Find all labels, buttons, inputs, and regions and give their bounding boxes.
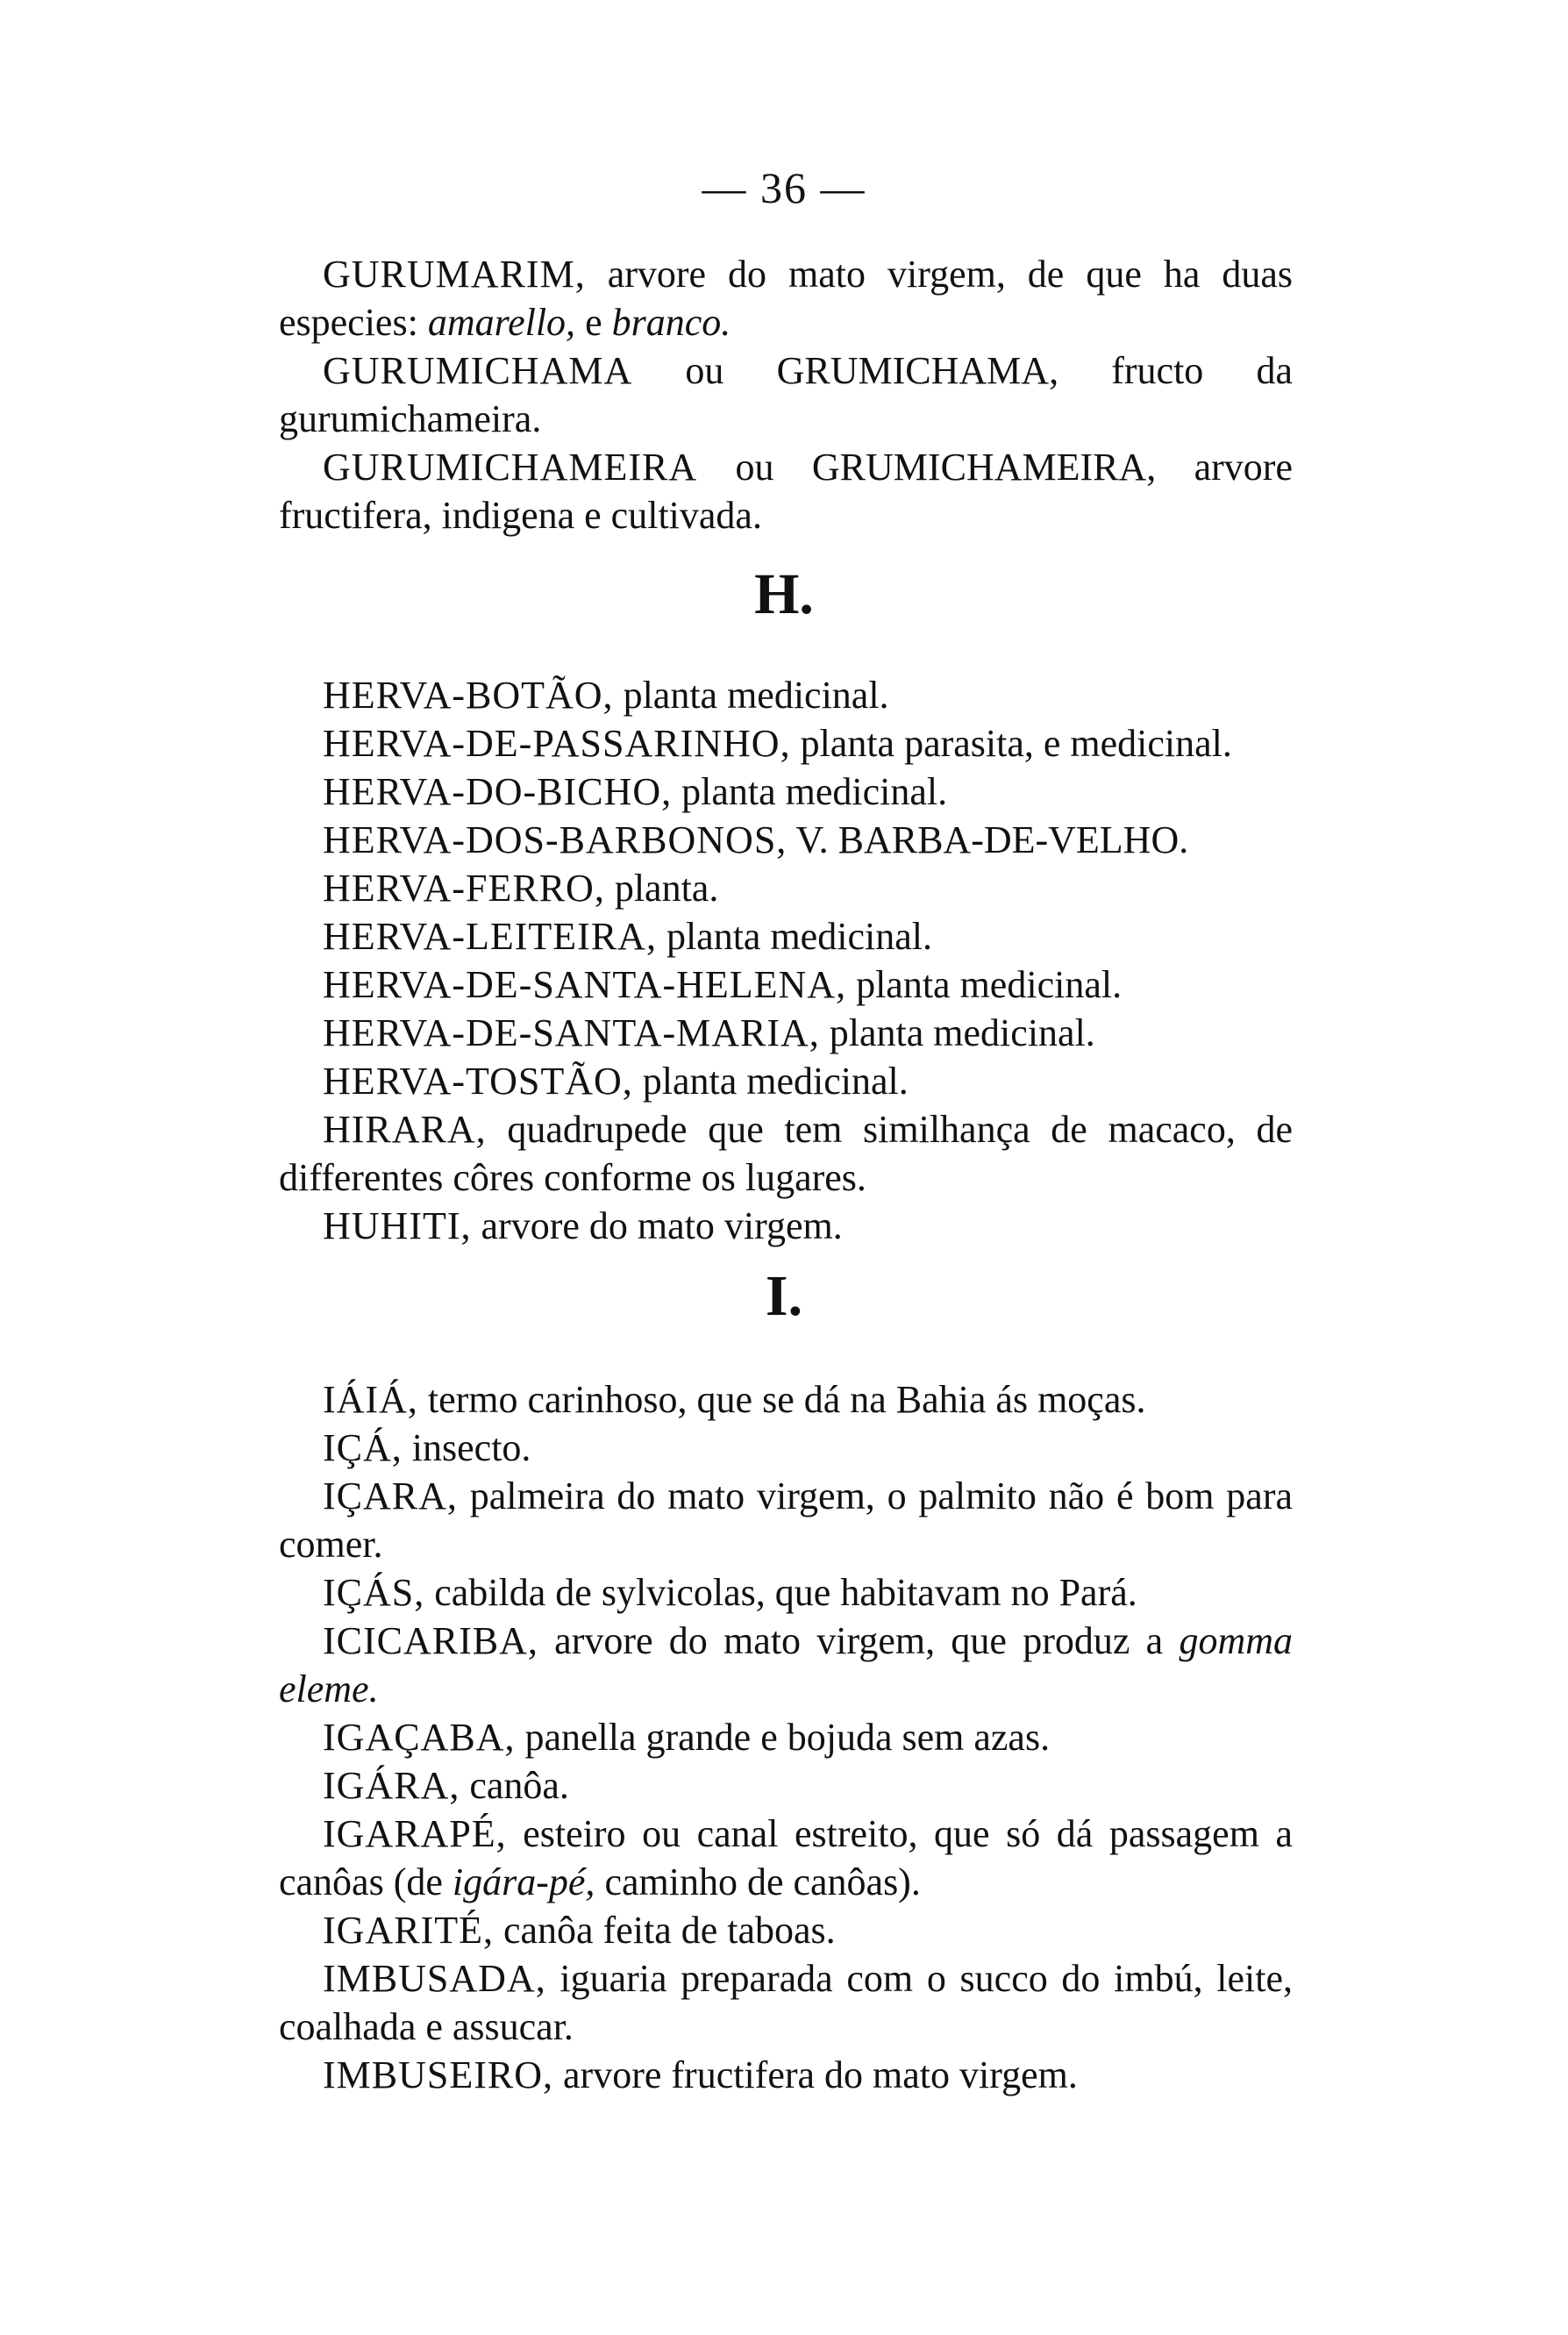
dictionary-entry: [279, 768, 1293, 816]
definition: panella grande e bojuda sem azas.: [515, 1716, 1051, 1759]
headword: HERVA-BOTÃO,: [323, 674, 614, 717]
definition: planta medicinal.: [656, 915, 932, 958]
definition: arvore fructifera do mato virgem.: [553, 2053, 1078, 2096]
headword: HERVA-DE-SANTA-MARIA,: [323, 1011, 820, 1054]
headword: IÇARA,: [323, 1475, 458, 1517]
dictionary-entry: [279, 1568, 1293, 1617]
dictionary-entry: [279, 1810, 1293, 1906]
dictionary-entry: [279, 960, 1293, 1009]
section-g-entries: [279, 250, 1293, 539]
headword: IGARITÉ,: [323, 1909, 494, 1952]
definition: planta.: [604, 867, 719, 910]
headword: HERVA-DE-SANTA-HELENA,: [323, 963, 847, 1006]
headword: IÁIÁ,: [323, 1378, 418, 1421]
section-letter-h: H.: [754, 562, 814, 626]
definition: arvore do mato virgem, que produz a: [538, 1619, 1180, 1662]
definition: e: [575, 301, 612, 344]
headword: ICICARIBA,: [323, 1619, 538, 1662]
dictionary-entry: [279, 2051, 1293, 2099]
section-h-entries: [279, 671, 1293, 1250]
dictionary-entry: [279, 671, 1293, 719]
dictionary-entry: [279, 864, 1293, 912]
dictionary-entry: [279, 1057, 1293, 1105]
dictionary-entry: [279, 443, 1293, 539]
headword: GURUMICHAMA: [323, 349, 633, 392]
definition: arvore do mato virgem.: [471, 1204, 843, 1247]
definition: iguaria preparada com o succo do imbú, leite, coalhada e assucar.: [279, 1957, 1293, 2048]
definition: termo carinhoso, que se dá na Bahia ás moças.: [417, 1378, 1146, 1421]
page-number: — 36 —: [702, 163, 866, 212]
dictionary-entry: [279, 1424, 1293, 1472]
dictionary-entry: [279, 1105, 1293, 1202]
headword: IGAÇABA,: [323, 1716, 516, 1759]
definition: insecto.: [402, 1426, 531, 1469]
definition: planta medicinal.: [632, 1060, 909, 1103]
headword: HERVA-FERRO,: [323, 867, 605, 910]
dictionary-entry: [279, 719, 1293, 768]
definition-italic: gomma eleme.: [279, 1619, 1293, 1710]
headword: HERVA-DOS-BARBONOS,: [323, 818, 788, 861]
definition: esteiro ou canal estreito, que só dá passagem a canôas (de: [279, 1812, 1293, 1903]
headword: GURUMICHAMEIRA: [323, 446, 698, 489]
definition: ou GRUMICHAMA, fructo da gurumichameira.: [279, 349, 1293, 440]
section-letter-i: I.: [765, 1264, 803, 1328]
definition: canôa.: [460, 1764, 569, 1807]
headword: IGARAPÉ,: [323, 1812, 507, 1855]
dictionary-entry: [279, 1906, 1293, 1954]
headword: IGÁRA,: [323, 1764, 460, 1807]
definition: V. BARBA-DE-VELHO.: [787, 818, 1189, 861]
definition: canôa feita de taboas.: [493, 1909, 836, 1952]
definition-italic: amarello,: [427, 301, 576, 344]
headword: HERVA-LEITEIRA,: [323, 915, 657, 958]
dictionary-entry: [279, 912, 1293, 960]
dictionary-entry: [279, 1009, 1293, 1057]
headword: HERVA-DE-PASSARINHO,: [323, 722, 791, 765]
headword: IMBUSEIRO,: [323, 2053, 554, 2096]
definition: planta medicinal.: [819, 1011, 1095, 1054]
headword: HIRARA,: [323, 1108, 487, 1151]
dictionary-entry: [279, 1761, 1293, 1810]
dictionary-entry: [279, 1375, 1293, 1424]
definition: planta parasita, e medicinal.: [790, 722, 1232, 765]
definition: ou GRUMICHAMEIRA, arvore fructifera, indigena e cultivada.: [279, 446, 1293, 537]
headword: HUHITI,: [323, 1204, 472, 1247]
definition: planta medicinal.: [672, 770, 948, 813]
dictionary-entry: [279, 1954, 1293, 2051]
headword: IMBUSADA,: [323, 1957, 546, 2000]
definition: caminho de canôas).: [595, 1860, 921, 1903]
definition-italic: igára-pé,: [452, 1860, 595, 1903]
dictionary-entry: [279, 1713, 1293, 1761]
definition: arvore do mato virgem, de que ha duas especies:: [279, 253, 1293, 344]
definition: palmeira do mato virgem, o palmito não é bom para comer.: [279, 1475, 1293, 1566]
definition: cabilda de sylvicolas, que habitavam no Pará.: [424, 1571, 1137, 1614]
headword: IÇÁS,: [323, 1571, 425, 1614]
dictionary-entry: [279, 816, 1293, 864]
dictionary-entry: [279, 1202, 1293, 1250]
definition: planta medicinal.: [613, 674, 889, 717]
headword: GURUMARIM,: [323, 253, 586, 296]
dictionary-entry: [279, 250, 1293, 346]
definition: quadrupede que tem similhança de macaco, de differentes côres conforme os lugares.: [279, 1108, 1293, 1199]
definition: planta medicinal.: [846, 963, 1123, 1006]
headword: HERVA-DO-BICHO,: [323, 770, 673, 813]
headword: IÇÁ,: [323, 1426, 403, 1469]
dictionary-entry: [279, 1617, 1293, 1713]
headword: HERVA-TOSTÃO,: [323, 1060, 633, 1103]
definition-italic: branco.: [611, 301, 731, 344]
dictionary-entry: [279, 346, 1293, 443]
section-i-entries: [279, 1375, 1293, 2099]
dictionary-entry: [279, 1472, 1293, 1568]
